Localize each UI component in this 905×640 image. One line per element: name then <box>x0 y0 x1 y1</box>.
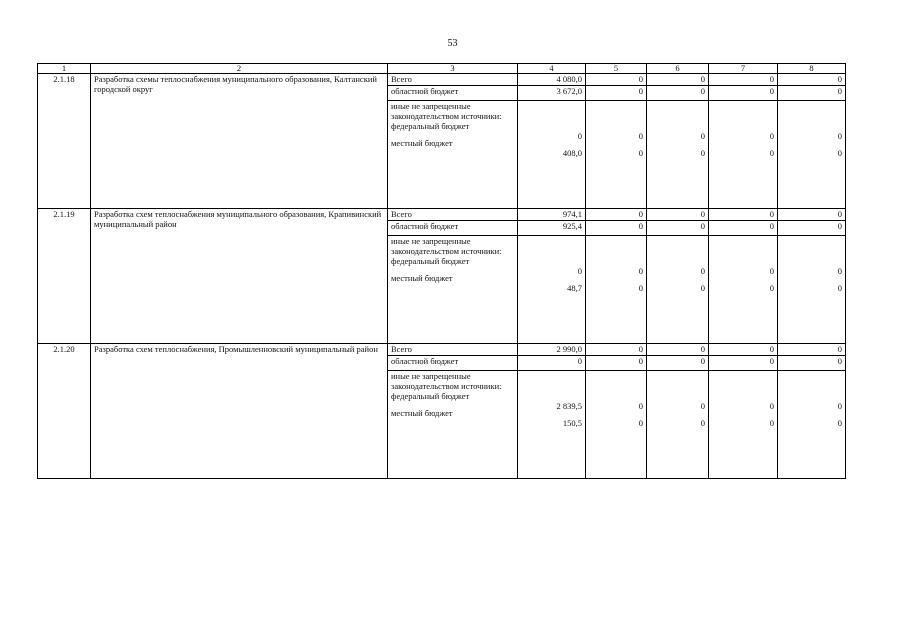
spacer <box>650 236 705 266</box>
spacer <box>391 131 514 138</box>
spacer <box>589 276 643 283</box>
funding-value-cell <box>778 236 846 344</box>
funding-value-cell <box>586 236 647 344</box>
funding-value: 0 <box>638 283 643 293</box>
funding-source: Всего <box>388 209 518 221</box>
funding-value: 0 <box>700 418 705 428</box>
item-code: 2.1.20 <box>38 344 91 479</box>
spacer <box>589 371 643 401</box>
funding-source: областной бюджет <box>388 86 518 101</box>
funding-value: 0 <box>586 344 647 356</box>
funding-value: 0 <box>700 148 705 158</box>
funding-source: федеральный бюджет <box>391 121 470 131</box>
column-header: 3 <box>388 64 518 74</box>
item-name: Разработка схем теплоснабжения, Промышленновский муниципальный район <box>91 344 388 479</box>
funding-value: 2 990,0 <box>518 344 586 356</box>
spacer <box>391 266 514 273</box>
funding-value: 0 <box>837 283 842 293</box>
funding-value: 0 <box>778 221 846 236</box>
funding-source: местный бюджет <box>391 138 453 148</box>
funding-value-cell <box>586 101 647 209</box>
funding-value: 974,1 <box>518 209 586 221</box>
spacer <box>589 236 643 266</box>
funding-value: 0 <box>586 74 647 86</box>
funding-value: 408,0 <box>562 148 582 158</box>
funding-source: местный бюджет <box>391 408 453 418</box>
funding-value-cell <box>709 101 778 209</box>
funding-value: 0 <box>586 209 647 221</box>
funding-value: 0 <box>709 344 778 356</box>
funding-value: 0 <box>778 74 846 86</box>
spacer <box>781 276 842 283</box>
spacer <box>781 101 842 131</box>
funding-value: 0 <box>647 356 709 371</box>
other-sources-label: иные не запрещенные законодательством источники: <box>391 101 502 121</box>
funding-value: 0 <box>577 131 582 141</box>
funding-value: 0 <box>769 418 774 428</box>
funding-value: 0 <box>638 418 643 428</box>
spacer <box>391 401 514 408</box>
funding-value: 0 <box>638 148 643 158</box>
funding-value: 0 <box>577 266 582 276</box>
funding-value-cell <box>647 236 709 344</box>
funding-value-cell <box>709 371 778 479</box>
spacer <box>650 411 705 418</box>
spacer <box>650 371 705 401</box>
column-header: 8 <box>778 64 846 74</box>
funding-value: 0 <box>647 344 709 356</box>
table-row <box>38 74 846 86</box>
spacer <box>589 411 643 418</box>
funding-source: федеральный бюджет <box>391 391 470 401</box>
page-number: 53 <box>447 38 458 49</box>
spacer <box>650 276 705 283</box>
spacer <box>650 141 705 148</box>
funding-value: 48,7 <box>567 283 582 293</box>
funding-value-cell <box>518 236 586 344</box>
other-sources-cell <box>388 101 518 209</box>
funding-value: 0 <box>647 209 709 221</box>
funding-value: 0 <box>837 131 842 141</box>
funding-value: 0 <box>837 266 842 276</box>
spacer <box>589 141 643 148</box>
item-code: 2.1.19 <box>38 209 91 344</box>
funding-value: 0 <box>709 74 778 86</box>
funding-value: 0 <box>769 131 774 141</box>
funding-value: 0 <box>647 74 709 86</box>
funding-value-cell <box>778 101 846 209</box>
funding-value: 2 839,5 <box>556 401 582 411</box>
spacer <box>521 141 582 148</box>
spacer <box>521 411 582 418</box>
funding-value-cell <box>709 236 778 344</box>
funding-value-cell <box>647 371 709 479</box>
table-row <box>38 209 846 221</box>
spacer <box>712 141 774 148</box>
other-sources-cell <box>388 236 518 344</box>
other-sources-label: иные не запрещенные законодательством источники: <box>391 371 502 391</box>
spacer <box>521 371 582 401</box>
spacer <box>521 101 582 131</box>
column-header: 5 <box>586 64 647 74</box>
funding-value-cell <box>647 101 709 209</box>
column-header: 6 <box>647 64 709 74</box>
funding-value: 0 <box>769 148 774 158</box>
table-row <box>38 344 846 356</box>
spacer <box>781 141 842 148</box>
funding-value-cell <box>586 371 647 479</box>
funding-source: областной бюджет <box>388 356 518 371</box>
spacer <box>781 236 842 266</box>
funding-source: Всего <box>388 344 518 356</box>
budget-table <box>37 63 846 479</box>
funding-source: Всего <box>388 74 518 86</box>
funding-value: 0 <box>700 266 705 276</box>
funding-value: 0 <box>769 283 774 293</box>
column-number-row <box>38 64 846 74</box>
funding-value: 0 <box>586 86 647 101</box>
funding-value: 4 080,0 <box>518 74 586 86</box>
funding-value-cell <box>518 101 586 209</box>
funding-value: 0 <box>837 401 842 411</box>
funding-value: 0 <box>586 221 647 236</box>
funding-value: 0 <box>778 86 846 101</box>
item-code: 2.1.18 <box>38 74 91 209</box>
funding-value: 0 <box>638 401 643 411</box>
column-header: 2 <box>91 64 388 74</box>
funding-value: 0 <box>518 356 586 371</box>
funding-value: 0 <box>778 356 846 371</box>
funding-value: 0 <box>709 356 778 371</box>
spacer <box>712 236 774 266</box>
spacer <box>712 411 774 418</box>
funding-value: 0 <box>769 266 774 276</box>
spacer <box>712 101 774 131</box>
funding-value: 0 <box>638 131 643 141</box>
spacer <box>589 101 643 131</box>
funding-value: 0 <box>700 283 705 293</box>
funding-value: 0 <box>837 148 842 158</box>
funding-value: 0 <box>638 266 643 276</box>
funding-value: 0 <box>700 131 705 141</box>
column-header: 1 <box>38 64 91 74</box>
funding-source: местный бюджет <box>391 273 453 283</box>
funding-source: областной бюджет <box>388 221 518 236</box>
column-header: 4 <box>518 64 586 74</box>
funding-value: 0 <box>647 221 709 236</box>
funding-value: 0 <box>700 401 705 411</box>
other-sources-cell <box>388 371 518 479</box>
funding-source: федеральный бюджет <box>391 256 470 266</box>
funding-value: 925,4 <box>518 221 586 236</box>
spacer <box>521 276 582 283</box>
funding-value: 0 <box>709 221 778 236</box>
funding-value: 0 <box>778 209 846 221</box>
column-header: 7 <box>709 64 778 74</box>
funding-value-cell <box>778 371 846 479</box>
spacer <box>712 276 774 283</box>
item-name: Разработка схем теплоснабжения муниципального образования, Крапивинский муниципальный район <box>91 209 388 344</box>
funding-value: 0 <box>837 418 842 428</box>
spacer <box>781 371 842 401</box>
spacer <box>650 101 705 131</box>
funding-value-cell <box>518 371 586 479</box>
funding-value: 0 <box>586 356 647 371</box>
funding-value: 0 <box>769 401 774 411</box>
spacer <box>712 371 774 401</box>
spacer <box>521 236 582 266</box>
funding-value: 0 <box>778 344 846 356</box>
funding-value: 0 <box>709 209 778 221</box>
other-sources-label: иные не запрещенные законодательством источники: <box>391 236 502 256</box>
item-name: Разработка схемы теплоснабжения муниципального образования, Калтанский городской округ <box>91 74 388 209</box>
funding-value: 0 <box>647 86 709 101</box>
spacer <box>781 411 842 418</box>
funding-value: 0 <box>709 86 778 101</box>
funding-value: 3 672,0 <box>518 86 586 101</box>
funding-value: 150,5 <box>562 418 582 428</box>
